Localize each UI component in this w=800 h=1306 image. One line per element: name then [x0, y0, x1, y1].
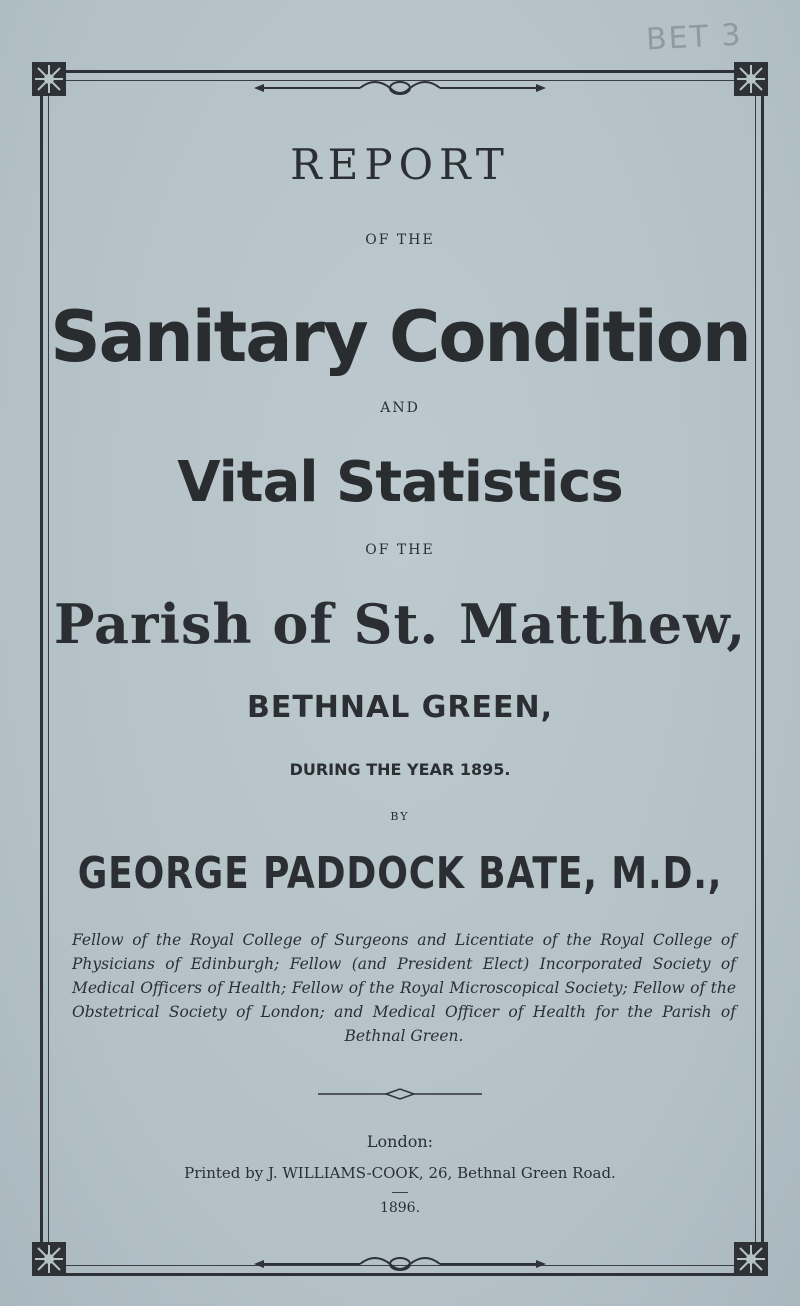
of-the-label: OF THE — [365, 542, 435, 558]
title-vital-statistics: Vital Statistics — [177, 450, 623, 515]
parish-name: Parish of St. Matthew, — [53, 592, 747, 656]
corner-ornament-icon — [732, 60, 770, 98]
imprint-year: 1896. — [379, 1200, 421, 1216]
report-period: DURING THE YEAR 1895. — [289, 760, 511, 779]
corner-ornament-icon — [732, 1240, 770, 1278]
corner-ornament-icon — [30, 1240, 68, 1278]
by-label: BY — [390, 810, 410, 823]
author-credentials: Fellow of the Royal College of Surgeons and Licentiate of the Royal College of Physicians of Edinburgh; Fellow (and President Elect) Incorporated Society of Medical Officers of Health; Fellow of the Royal Microscopical Society; Fellow of the Obstetrical Society of London; and Medical Officer of Health for the Parish of Bethnal Green. — [72, 931, 736, 1045]
flourish-ornament-icon — [250, 1252, 550, 1276]
imprint-dash — [392, 1192, 408, 1193]
archive-mark: BET 3 — [645, 17, 744, 58]
and-label: AND — [380, 400, 420, 416]
title-sanitary-condition: Sanitary Condition — [50, 296, 750, 378]
report-heading: REPORT — [290, 140, 510, 189]
divider-ornament-icon — [318, 1088, 482, 1100]
imprint-place: London: — [366, 1132, 434, 1151]
imprint-printer: Printed by J. WILLIAMS-COOK, 26, Bethnal Green Road. — [184, 1164, 616, 1182]
author-name: GEORGE PADDOCK BATE, M.D., — [77, 848, 723, 899]
corner-ornament-icon — [30, 60, 68, 98]
of-the-label: OF THE — [365, 232, 435, 248]
flourish-ornament-icon — [250, 76, 550, 100]
district-name: BETHNAL GREEN, — [246, 690, 554, 725]
